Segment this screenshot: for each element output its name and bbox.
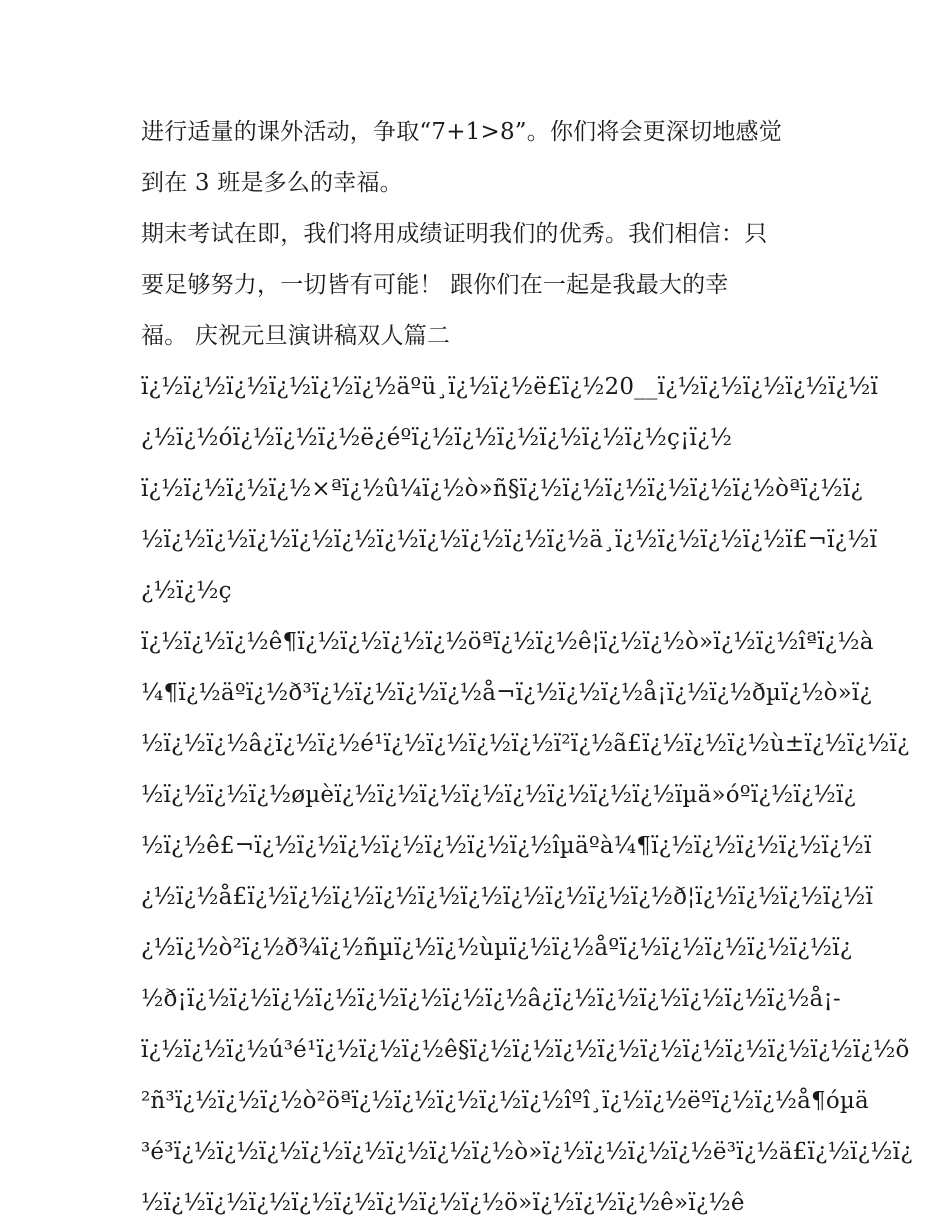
garbled-text-line: ï¿½ï¿½ï¿½ï¿½×ªï¿½û¼ï¿½ò»ñ§ï¿½ï¿½ï¿½ï¿½ï¿½ï¿½òªï¿½ï¿: [141, 476, 863, 502]
garbled-text-line: ½ð¡ï¿½ï¿½ï¿½ï¿½ï¿½ï¿½ï¿½ï¿½â¿ï¿½ï¿½ï¿½ï¿½ï¿½ï¿½å¡-: [141, 986, 841, 1012]
garbled-text-line: ³é³ï¿½ï¿½ï¿½ï¿½ï¿½ï¿½ï¿½ï¿½ò»ï¿½ï¿½ï¿½ï¿½ë³ï¿½ä£ï¿½ï¿½ï¿: [141, 1139, 913, 1165]
garbled-text-line: ¿½ï¿½å£ï¿½ï¿½ï¿½ï¿½ï¿½ï¿½ï¿½ï¿½ï¿½ï¿½ð¦ï¿½ï¿½ï¿½ï¿½ï: [141, 884, 874, 910]
garbled-text-line: ï¿½ï¿½ï¿½ú³é¹ï¿½ï¿½ï¿½ê§ï¿½ï¿½ï¿½ï¿½ï¿½ï¿½ï¿½ï¿½ï¿½ï¿½õ: [141, 1037, 910, 1063]
text-line: 进行适量的课外活动，争取“7+1>8”。你们将会更深切地感觉: [141, 119, 782, 145]
text-line: 到在 3 班是多么的幸福。: [141, 170, 403, 196]
garbled-text-line: ½ï¿½ï¿½ï¿½ï¿½ï¿½ï¿½ï¿½ï¿½ö»ï¿½ï¿½ï¿½ê»ï¿½ê: [141, 1190, 745, 1216]
text-line: 要足够努力，一切皆有可能！ 跟你们在一起是我最大的幸: [141, 272, 729, 298]
garbled-text-line: ¿½ï¿½ç: [141, 578, 232, 604]
garbled-text-line: ½ï¿½ï¿½ï¿½øµèï¿½ï¿½ï¿½ï¿½ï¿½ï¿½ï¿½ï¿½ïµä»óºï¿½ï¿½ï¿: [141, 782, 857, 808]
garbled-text-line: ¼¶ï¿½äºï¿½ð³ï¿½ï¿½ï¿½ï¿½å¬ï¿½ï¿½ï¿½å¡ï¿½ï¿½ðµï¿½ò»ï¿: [141, 680, 873, 706]
text-line: 期末考试在即，我们将用成绩证明我们的优秀。我们相信：只: [141, 221, 768, 247]
body-text: [141, 107, 913, 1229]
section-heading-line: 福。 庆祝元旦演讲稿双人篇二: [141, 323, 451, 349]
garbled-text-line: ½ï¿½ï¿½â¿ï¿½ï¿½é¹ï¿½ï¿½ï¿½ï¿½ï²ï¿½ã£ï¿½ï¿½ï¿½ù±ï¿½ï¿½ï¿: [141, 731, 910, 757]
garbled-text-line: ¿½ï¿½óï¿½ï¿½ï¿½ë¿éºï¿½ï¿½ï¿½ï¿½ï¿½ï¿½ç¡ï¿½: [141, 425, 733, 451]
garbled-text-line: ¿½ï¿½ò²ï¿½ð¾ï¿½ñµï¿½ï¿½ùµï¿½ï¿½åºï¿½ï¿½ï¿½ï¿½ï¿½ï¿: [141, 935, 853, 961]
garbled-text-line: ½ï¿½ê£¬ï¿½ï¿½ï¿½ï¿½ï¿½ï¿½ï¿½îµäºà¼¶ï¿½ï¿½ï¿½ï¿½ï¿½ï: [141, 833, 872, 859]
garbled-text-line: ï¿½ï¿½ï¿½ê¶ï¿½ï¿½ï¿½ï¿½öªï¿½ï¿½ê¦ï¿½ï¿½ò»ï¿½ï¿½îªï¿½à: [141, 629, 874, 655]
garbled-text-line: ½ï¿½ï¿½ï¿½ï¿½ï¿½ï¿½ï¿½ï¿½ï¿½ï¿½ä¸ï¿½ï¿½ï¿½ï¿½ï£¬ï¿½ï: [141, 527, 878, 553]
garbled-text-line: ²ñ³ï¿½ï¿½ï¿½ò²öªï¿½ï¿½ï¿½ï¿½ï¿½îºî¸ï¿½ï¿½ëºï¿½ï¿½å¶óµä: [141, 1088, 869, 1114]
garbled-text-line: ï¿½ï¿½ï¿½ï¿½ï¿½ï¿½äºü¸ï¿½ï¿½ë£ï¿½20__ï¿½ï¿½ï¿½ï¿½ï¿½ï: [141, 374, 879, 400]
